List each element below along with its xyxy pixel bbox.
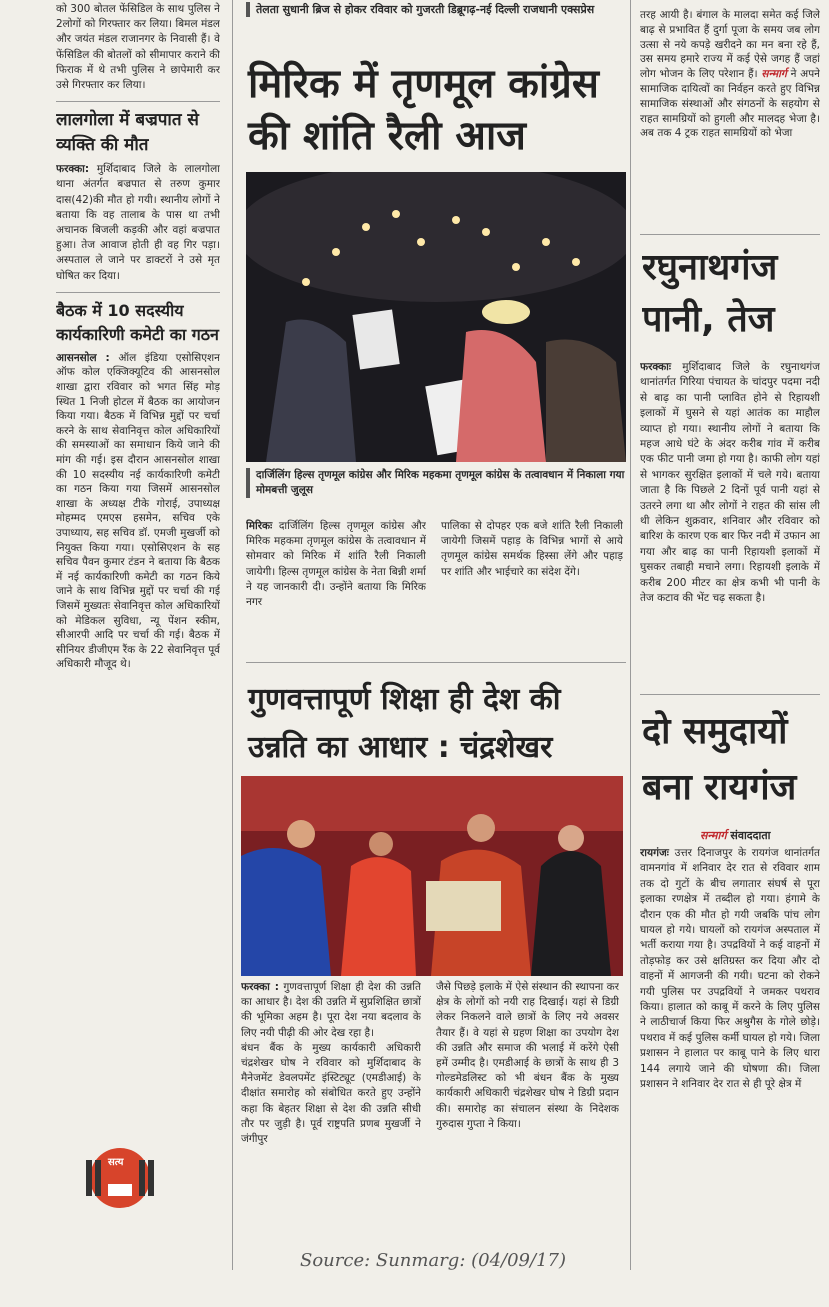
divider [640,694,820,695]
body-text: ने अपने सामाजिक दायित्वों का निर्वहन करते हुए विभिन्न सामाजिक संस्थाओं और संगठनों के सहयोग से राहत सामग्रियों को हुगली और मालदह भेजा है। अब तक 4 ट्रक राहत सामग्रियों को भेजा [640,68,820,140]
logo-text: सत्य [108,1157,124,1168]
body-text: उत्तर दिनाजपुर के रायगंज थानांतर्गत वामनगांव में शनिवार देर रात से रविवार शाम तक दो गुटों के बीच लगातार संघर्ष से पूरा इलाका रणक्षेत्र में तब्दील हो गया। हंगामे के दौरान एक की मौत हो गयी जबकि पांच लोग घायल हो गये। घायलों को रायगंज अस्पताल में भर्ती कराया गया है। उपद्रवियों ने कई वाहनों में तोड़फोड़ कर उसे क्षतिग्रस्त कर दिया और दो वाहनों में आगजनी की गयी। घटना को रोकने गयी पुलिस पर उपद्रवियों ने जमकर पथराव किया। हालात को काबू में करने के लिए पुलिस ने लाठीचार्ज किया फिर अश्रुगैस के गोले छोड़े। पथराव में कई पुलिस कर्मी घायल हो गये। जिला प्रशासन ने हालात पर काबू पाने के लिए धारा 144 लगाये जाने की घोषणा की। जिला प्रशासन ने शनिवार देर रात से ही पूरे क्षेत्र में [640,847,820,1091]
candle-rally-photo [246,172,626,462]
center-story2-col-b [436,980,619,1245]
left-column [56,0,220,1190]
left-story2-body [56,351,220,672]
candle-march-image [246,172,626,462]
brand-name: सन्मार्ग [700,829,727,842]
right-story1-col [640,360,820,690]
right-story2-body [640,846,820,1093]
logo-icon [80,1138,160,1218]
body-text: मुर्शिदाबाद जिले के लालगोला थाना अंतर्गत बज्रपात से तरुण कुमार दास(42)की मौत हो गयी। स्थानीय लोगों ने बताया कि वह तालाब के पास था तभी अचानक बिजली कड़की और वहां बज्रपात हुआ। तेज आवाज होती ही वह गिर पड़ा। अस्पताल ले जाने पर डाक्टरों ने उसे मृत घोषित कर दिया। [56,163,220,282]
left-story1-body [56,162,220,284]
left-story2-headline: बैठक में 10 सदस्यीय कार्यकारिणी कमेटी का गठन [56,300,219,344]
body-text: मुर्शिदाबाद जिले के रघुनाथगंज थानांतर्गत गिरिया पंचायत के चांदपुर पदमा नदी से बाढ़ का पानी प्लावित होने से रिहायशी इलाकों में घुसने से यहां आतंक का माहौल व्याप्त हो गया। स्थानीय लोगों ने बताया कि महज आधे घंटे के अंदर करीब गांव में करीब एक फीट पानी जमा हो गया है। काफी लोग यहां से भागकर सुरक्षित इलाकों में चले गये। बताया जाता है कि पिछले 2 दिनों पूर्व पानी यहां से उतरने लगा था और लोगों ने राहत की सांस ली थी लेकिन शुक्रवार, शनिवार और रविवार को बारिश के कारण एक बार फिर नदी में उफान आ गया और बाढ़ का पानी रिहायशी इलाकों में घुसकर तबाही मचाने लगा। रिहायशी इलाके में करीब 200 मीटर का क्षेत्र कभी भी पानी के तेज कटाव की भेंट चढ़ सकता है। [640,361,820,605]
divider [640,234,820,235]
convocation-photo [241,776,623,976]
center-top-caption: तेलता सुधानी ब्रिज से होकर रविवार को गुजरती डिब्रूगढ़-नई दिल्ली राजधानी एक्सप्रेस [246,2,626,17]
convocation-image [241,776,623,976]
center-story1-body-b: पालिका से दोपहर एक बजे शांति रैली निकाली जायेगी जिसमें पहाड़ के विभिन्न भागों से आये तृणमूल कांग्रेस समर्थक हिस्सा लेंगे और पहाड़ पर शांति और भाईचारे का संदेश देंगे। [441,520,623,578]
center-story2-headline: गुणवत्तापूर्ण शिक्षा ही देश की उन्नति का आधार : चंद्रशेखर [248,682,561,765]
right-top-text [640,8,820,141]
body-text: दार्जिलिंग हिल्स तृणमूल कांग्रेस और मिरिक महकमा तृणमूल कांग्रेस के तत्वावधान में सोमवार को मिरिक में शांति रैली निकाली जायेगी। हिल्स तृणमूल कांग्रेस के नेता बिन्नी शर्मा ने यह जानकारी दी। उन्होंने बताया कि मिरिक नगर [246,520,426,609]
right-top-block [640,8,820,230]
center-story1-caption-block [246,468,626,498]
newspaper-logo [80,1138,160,1218]
dateline: मिरिकः [246,520,273,532]
divider [56,101,220,102]
body-text: गुणवत्तापूर्ण शिक्षा ही देश की उन्नति का आधार है। देश की उन्नति में सुप्रशिक्षित छात्रों की भूमिका अहम है। पूरा देश नया बदलाव के लिए नयी पीढ़ी की ओर देख रहा है। बंधन बैंक के मुख्य कार्यकारी अधिकारी चंद्रशेखर घोष ने रविवार को मुर्शिदाबाद के मैनेजमेंट डेवलपमेंट इंस्टिट्यूट (एमडीआई) के दीक्षांत समारोह को संबोधित करते हुए उन्होंने कहा कि बेहतर शिक्षा से देश की उन्नति सीधी तौर पर जुड़ी है। पूर्व राष्ट्रपति प्रणब मुखर्जी ने जंगीपुर [241,981,421,1146]
byline-text: संवाददाता [726,829,771,842]
dateline: आसनसोल : [56,351,110,364]
center-top-caption-block [246,2,626,17]
center-story2-body-b: जैसे पिछड़े इलाके में ऐसे संस्थान की स्थापना कर क्षेत्र के लोगों को नयी राह दिखाई। यहां से डिग्री लेकर निकलने वाले छात्रों के लिए नये अवसर तैयार हैं। वे यहां से ग्रहण शिक्षा का उपयोग देश की उन्नति और समाज की भलाई में करेंगे ऐसी हमें उम्मीद है। एमडीआई के छात्रों के साथ ही 3 गोल्डमेडलिस्ट को भी बंधन बैंक के मुख्य कार्यकारी अधिकारी चंद्रशेखर घोष ने डिग्री प्रदान की। समारोह का संचालन संस्था के निदेशक गुरुदास गुप्ता ने किया। [436,981,619,1130]
right-story2-byline [700,828,770,843]
dateline: फरक्काः [640,361,672,373]
body-text: ऑल इंडिया एसोसिएशन ऑफ कोल एक्जिक्यूटिव की आसनसोल शाखा द्वारा रविवार को भगत सिंह मोड़ स्थित 1 निजी होटल में बैठक का आयोजन किया गया। बैठक में विभिन्न मुद्दों पर चर्चा करने के साथ सेवानिवृत्त कोल अधिकारियों की समस्याओं का समाधान किये जाने की मांग की गई। इस दौरान आसनसोल शाखा की 10 सदस्यीय नई कार्यकारिणी कमेटी का गठन किया गया जिसमें आसनसोल शाखा के अध्यक्ष टीके गोराई, उपाध्यक्ष मोहम्मद एमएस हसमेन, सचिव एके उपाध्याय, सह सचिव डॉ. एमजी मुखर्जी को नियुक्त किया गया। एसोसिएशन के सह सचिव पैवन कुमार टंडन ने बताया कि बैठक में नई कार्यकारिणी कमेटी का गठन किये जाने के साथ विभिन्न मुद्दों पर चर्चा की गई जिसमें मुख्यतः सेवानिवृत्त कोल अधिकारियों को मेडिकल सुविधा, न्यू पेंशन स्कीम, सीआरपी आदि पर चर्चा की गई। बैठक में सीनियर डीजीएम रैंक के 22 सेवानिवृत्त पूर्व अधिकारी मौजूद थे। [56,351,220,671]
divider [56,292,220,293]
brand-name: सन्मार्ग [761,68,787,81]
right-story2-headline: दो समुदायों बना रायगंज [642,711,797,808]
center-story1-headline: मिरिक में तृणमूल कांग्रेस की शांति रैली आज [248,61,599,159]
center-story2-col-a [241,980,421,1260]
right-story1-headline: रघुनाथगंज पानी, तेज [642,247,778,340]
left-top-text: को 300 बोतल फेंसिडिल के साथ पुलिस ने 2लोगों को गिरफ्तार कर लिया। बिमल मंडल और जयंत मंडल राजानगर के निवासी हैं। वे फेंसिडिल की बोतलों को सीमापार कराने की फिराक में थे तभी पुलिस ने छापेमारी कर उसे गिरफ्तार कर लिया। [56,3,220,92]
right-story1-body [640,360,820,607]
center-story2-body-a [241,980,421,1147]
center-story1-photo-caption: दार्जिलिंग हिल्स तृणमूल कांग्रेस और मिरिक महकमा तृणमूल कांग्रेस के तत्वावधान में निकाला गया मोमबत्ती जुलूस [246,468,626,498]
divider [246,662,626,663]
column-divider [630,0,631,1270]
center-story1-col-b [441,519,623,659]
column-divider [232,0,233,1270]
source-note: Source: Sunmarg: (04/09/17) [300,1250,567,1271]
center-story1-col-a [246,519,426,659]
right-story2-col [640,846,820,1248]
body-text: तरह आयी है। बंगाल के मालदा समेत कई जिले बाढ़ से प्रभावित हैं दुर्गा पूजा के समय जब लोग उत्सा से नये कपड़े खरीदने का मन बना रहे हैं, उस समय हमारे राज्य में कई ऐसे जगह हैं जहां लोग भोजन के लिए परेशान हैं। [640,9,820,81]
dateline: फरक्का: [56,163,90,176]
dateline: फरक्का : [241,981,279,993]
center-story1-body-a [246,519,426,610]
dateline: रायगंजः [640,847,669,859]
left-story1-headline: लालगोला में बज्रपात से व्यक्ति की मौत [56,110,199,156]
